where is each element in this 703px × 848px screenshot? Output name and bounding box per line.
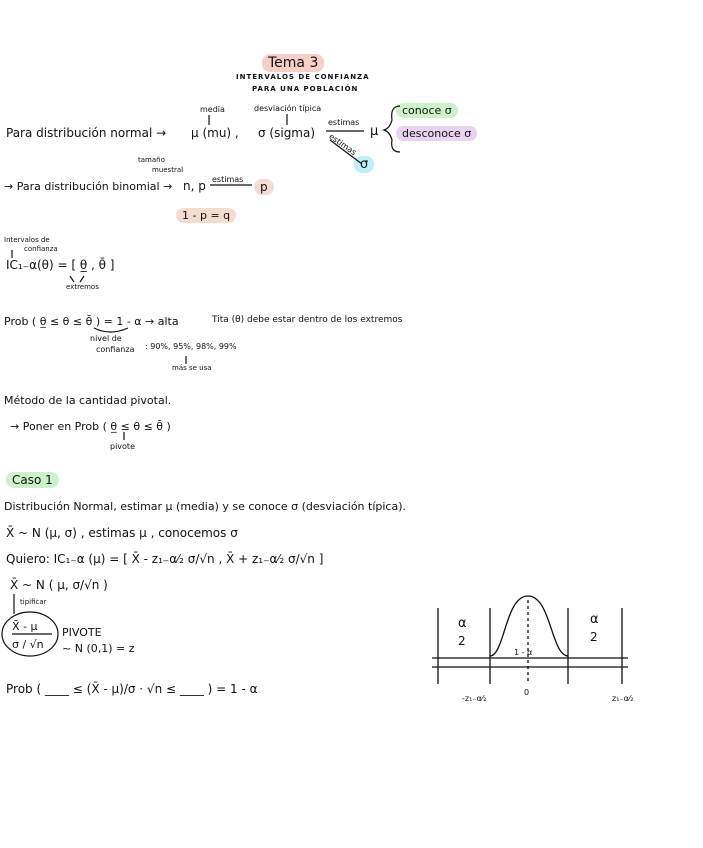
muestral-label: muestral <box>152 166 184 174</box>
quiero-formula: Quiero: IC₁₋α (μ) = [ X̄ - z₁₋α⁄₂ σ/√n , X̄ + z₁₋α⁄₂ σ/√n ] <box>6 552 324 566</box>
conoce-sigma: conoce σ <box>396 103 458 118</box>
mu-text: μ (mu) , <box>191 126 239 140</box>
normal-line: Para distribución normal → <box>6 126 167 140</box>
np-text: n, p <box>183 179 206 193</box>
z-right-label: z₁₋α⁄₂ <box>612 694 634 703</box>
mas-se-usa: más se usa <box>172 364 212 372</box>
intervalos-label: Intervalos de <box>4 236 50 244</box>
confianza-label-2: confianza <box>96 345 135 354</box>
p-target: p <box>254 179 274 195</box>
page-subtitle: INTERVALOS DE CONFIANZA <box>236 73 370 81</box>
normal-z: ~ N (0,1) = z <box>62 642 135 655</box>
sigma-text: σ (sigma) <box>258 126 316 140</box>
estimas-top: estimas <box>328 118 360 127</box>
pivot-numerator: X̄ - μ <box>12 620 38 633</box>
q-formula: 1 - p = q <box>176 208 236 223</box>
alpha-right-top: α <box>590 612 599 627</box>
ic-formula: IC₁₋α(θ) = [ θ̲ , θ̄ ] <box>6 258 115 272</box>
tamano-label: tamaño <box>138 156 165 164</box>
prob-formula: Prob ( θ̲ ≤ θ ≤ θ̄ ) = 1 - α → alta <box>4 315 179 328</box>
pivot-denominator: σ / √n <box>12 638 44 651</box>
desconoce-sigma: desconoce σ <box>396 126 477 141</box>
caso-line-1: X̄ ~ N (μ, σ) , estimas μ , conocemos σ <box>6 526 238 540</box>
page-subtitle-2: PARA UNA POBLACIÓN <box>252 85 359 93</box>
page-title: Tema 3 <box>262 54 324 72</box>
pivote-label: pivote <box>110 442 135 451</box>
media-label: media <box>200 105 225 114</box>
sigma-target: σ <box>354 156 374 173</box>
estimas-diagonal: estimas <box>327 131 359 158</box>
poner-line: → Poner en Prob ( θ̲ ≤ θ ≤ θ̄ ) <box>10 420 171 433</box>
nivel-label: nivel de <box>90 334 122 343</box>
mu-target: μ <box>370 124 379 139</box>
metodo-title: Método de la cantidad pivotal. <box>4 394 172 407</box>
desviacion-label: desviación típica <box>254 104 322 113</box>
tita-note: Tita (θ) debe estar dentro de los extremos <box>212 315 403 325</box>
z-left-label: -z₁₋α⁄₂ <box>462 694 487 703</box>
zero-label: 0 <box>524 688 530 697</box>
tipificar-label: tipificar <box>20 598 47 606</box>
prob-line: Prob ( ____ ≤ (X̄ - μ)/σ · √n ≤ ____ ) = 1 - α <box>6 682 258 696</box>
confidence-values: : 90%, 95%, 98%, 99% <box>145 342 237 351</box>
pivote-tag: PIVOTE <box>62 626 102 639</box>
alpha-right-bot: 2 <box>590 630 598 644</box>
alpha-left-bot: 2 <box>458 634 466 648</box>
bell-curve <box>490 596 568 656</box>
caso-description: Distribución Normal, estimar μ (media) y se conoce σ (desviación típica). <box>4 500 407 513</box>
caso-1-badge: Caso 1 <box>6 472 59 488</box>
alpha-left-top: α <box>458 616 467 631</box>
binomial-line: → Para distribución binomial → <box>4 180 173 193</box>
center-area-label: 1 - α <box>514 648 533 657</box>
estimas-binomial: estimas <box>212 175 244 184</box>
confianza-label: confianza <box>24 245 58 253</box>
extremos-label: extremos <box>66 283 99 291</box>
caso-line-3: X̄ ~ N ( μ, σ/√n ) <box>10 578 108 592</box>
